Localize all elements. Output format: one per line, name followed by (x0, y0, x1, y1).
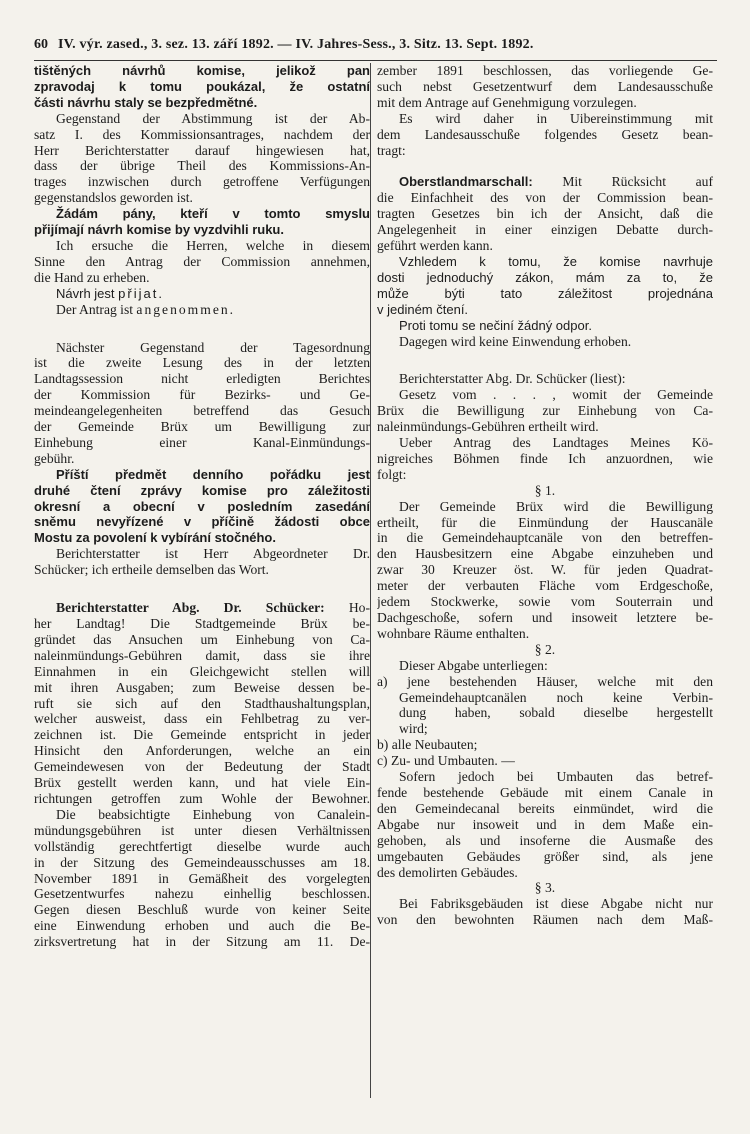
text-line: in die Gemeindehauptcanäle von den betreffen- (377, 530, 713, 546)
speaker-name: Oberstlandmarschall: (399, 174, 533, 190)
text-line: Abgabe nur insoweit und in dem Maße ein- (377, 816, 713, 832)
section-heading: § 1. (534, 482, 556, 498)
spacer (34, 318, 370, 340)
text-line: mit dem Antrage auf Genehmigung vorzulegen. (377, 94, 637, 110)
text-line: Proti tomu se nečiní žádný odpor. (399, 317, 592, 333)
text-line: gründet das Ansuchen um Einhebung von Ca- (34, 631, 370, 647)
text-line (34, 302, 370, 318)
text-line: Die beabsichtigte Einhebung von Canalein- (56, 806, 370, 822)
text-line: tragten Gesetzes bin ich der Ansicht, daß die (377, 206, 713, 222)
text-line: Dagegen wird keine Einwendung erhoben. (399, 333, 632, 349)
text-line: Brüx gestellt werden kann, und hat viele Ein- (34, 775, 370, 791)
text-line: Berichterstatter Abg. Dr. Schücker (liest): (399, 371, 626, 387)
text-line: zwar 30 Kreuzer öst. W. für jeden Quadrat- (377, 562, 713, 578)
text-line: ist die zweite Lesung des in der letzten (34, 355, 370, 371)
text-line: der Gemeinde Brüx um Bewilligung zur (34, 419, 370, 435)
text-line: zirksvertretung hat in der Sitzung am 11. De- (34, 934, 370, 950)
text-line: fende bestehende Gebäude mit einem Canale in (377, 784, 713, 800)
section-heading: § 3. (534, 880, 556, 896)
text-line: jedem Stockwerke, sowie vom Souterrain und (377, 594, 713, 610)
text-line: von den bewohnten Räumen nach dem Maß- (377, 912, 713, 928)
text-line: gegenstandslos geworden ist. (34, 190, 193, 206)
text-line: tištěných návrhů komise, jelikož pan (34, 63, 370, 78)
list-item-continued: wird; (399, 721, 428, 737)
text-line: druhé čtení zprávy komise pro záležitosti (34, 482, 370, 498)
text-line: meter der verbauten Fläche vom Erdgeschoße, (377, 578, 713, 594)
text-line: die Einfachheit des von der Commission bean- (377, 190, 713, 206)
text-line: Žádám pány, kteří v tomto smyslu (56, 206, 370, 222)
text-line: Einnahmen in ein Gleichgewicht stellen will (34, 663, 370, 679)
text-line: ruft sie sich auf den Stadthaushaltungsplan, (34, 695, 370, 711)
text-line: gehoben, als und insoferne die Ausmaße des (377, 832, 713, 848)
list-item-continued: Gemeindehauptcanälen noch keine Verbin- (399, 689, 713, 705)
text-span: Návrh jest (56, 285, 115, 301)
text-line: Herr Berichterstatter darauf hingewiesen hat, (34, 142, 370, 158)
text-line: může býti tato záležitost projednána (377, 285, 713, 301)
text-line: des demolirten Gebäudes. (377, 864, 518, 880)
text-line: mit ihren Ausgaben; zum Beweise dessen be- (34, 679, 370, 695)
text-line: naleinmündungs-Gebühren ertheilt wird. (377, 419, 599, 435)
text-line: Gegenstand der Abstimmung ist der Ab- (56, 110, 370, 126)
text-line: den Hausbesitzern eine Abgabe einzuheben und (377, 546, 713, 562)
text-line (34, 286, 370, 302)
text-line: vollständig gerechtfertigt dieselbe wurde auch (34, 838, 370, 854)
text-line: die Hand zu erheben. (34, 269, 150, 285)
text-line: sněmu nevyřízené v příčině žádosti obce (34, 514, 370, 530)
list-item: b) alle Neubauten; (377, 737, 478, 753)
text-line: Brüx die Bewilligung zur Einhebung von Ca- (377, 403, 713, 419)
text-line: Gesetz vom . . . , womit der Gemeinde (399, 387, 713, 403)
emphasis-word: přijat. (118, 285, 164, 301)
text-line: zpravodaj k tomu poukázal, že ostatní (34, 78, 370, 94)
text-line: nigreiches Böhmen finde Ich anzuordnen, wie (377, 450, 713, 466)
column-divider (370, 63, 371, 1098)
text-line: den Gemeindecanal bereits einmündet, wird die (377, 800, 713, 816)
header-rule (34, 60, 717, 61)
left-column (34, 63, 370, 950)
text-line: Dieser Abgabe unterliegen: (399, 657, 548, 673)
header-title: IV. výr. zased., 3. sez. 13. září 1892. — IV. Jahres-Sess., 3. Sitz. 13. Sept. 1892. (58, 37, 534, 52)
text-line: Der Gemeinde Brüx wird die Bewilligung (399, 498, 713, 514)
text-line: in der Sitzung des Gemeindeausschusses am 18. (34, 854, 370, 870)
text-line: zeichnen ist. Die Gemeinde entspricht in jeder (34, 727, 370, 743)
section-heading: § 2. (534, 641, 556, 657)
text-line: wohnbare Räume enthalten. (377, 625, 530, 641)
text-line: Sofern jedoch bei Umbauten das betref- (399, 769, 713, 785)
text-line: přijímají návrh komise by vyzdvihli ruku. (34, 222, 284, 238)
text-line: her Landtag! Die Stadtgemeinde Brüx be- (34, 616, 370, 631)
text-span: Mit Rücksicht auf (562, 174, 713, 190)
speaker-name: Berichterstatter Abg. Dr. Schücker: (56, 600, 325, 616)
text-line: meindeangelegenheiten betreffend das Gesuch (34, 403, 370, 419)
text-line: geführt werden kann. (377, 238, 493, 254)
text-line: such nebst Gesetzentwurf dem Landesausschuße (377, 78, 713, 94)
text-line: Mostu za povolení k vybírání stočného. (34, 530, 276, 546)
text-line: November 1891 in Gemäßheit des vorgelegten (34, 870, 370, 886)
text-line: zember 1891 beschlossen, das vorliegende Ge- (377, 63, 713, 78)
text-line (377, 174, 713, 190)
spacer (377, 349, 713, 371)
text-line: Nächster Gegenstand der Tagesordnung (56, 339, 370, 355)
text-line: okresní a obecní v posledním zasedání (34, 498, 370, 514)
text-span: Ho- (348, 600, 370, 616)
text-line: dosti jednoduchý zákon, mám za to, že (377, 269, 713, 285)
text-line: Angelegenheit in einer einzigen Debatte durch- (377, 222, 713, 238)
text-line: Berichterstatter ist Herr Abgeordneter Dr. (56, 546, 370, 562)
text-line: Hinsicht den Anforderungen, welche an ein (34, 743, 370, 759)
text-line: Dachgeschoße, sofern und insoweit letztere be- (377, 610, 713, 625)
text-line: folgt: (377, 466, 407, 482)
text-line: Schücker; ich ertheile demselben das Wort. (34, 562, 269, 578)
text-line: welcher ausweist, dass ein Fehlbetrag zu ver- (34, 711, 370, 727)
text-line: eine Einwendung erhoben und auch die Be- (34, 918, 370, 934)
text-line: Sinne den Antrag der Commission annehmen, (34, 253, 370, 269)
text-line: gebühr. (34, 450, 75, 466)
text-line: Ich ersuche die Herren, welche in diesem (56, 237, 370, 253)
right-column (377, 63, 713, 928)
text-line: mündungsgebühren ist unter diesen Verhältnissen (34, 822, 370, 838)
text-line: satz I. des Kommissionsantrages, nachdem der (34, 126, 370, 142)
spacer (34, 578, 370, 600)
page-number: 60 (34, 37, 48, 52)
list-item: c) Zu- und Umbauten. — (377, 753, 515, 769)
text-line: trages inzwischen durch getroffene Verfügungen (34, 174, 370, 190)
spacer (377, 158, 713, 174)
text-line: Es wird daher in Uibereinstimmung mit (399, 110, 713, 126)
text-line: dass der übrige Theil des Kommissions-An- (34, 158, 370, 174)
text-line: Gesetzentwurfes nahezu einhellig beschlossen. (34, 886, 370, 902)
list-item: a) jene bestehenden Häuser, welche mit den (377, 673, 713, 689)
text-line: Bei Fabriksgebäuden ist diese Abgabe nicht nur (399, 896, 713, 912)
text-line: části návrhu staly se bezpředmětné. (34, 94, 258, 110)
text-line: tragt: (377, 142, 406, 158)
list-item-continued: dung haben, sobald dieselbe hergestellt (399, 705, 713, 721)
text-span: Der Antrag ist (56, 301, 134, 317)
text-line: der Kommission für Bezirks- und Ge- (34, 387, 370, 403)
text-line: Ueber Antrag des Landtages Meines Kö- (399, 435, 713, 451)
emphasis-word: angenommen. (136, 301, 236, 317)
text-line: Einhebung einer Kanal-Einmündungs- (34, 434, 370, 450)
text-line: Gemeindewesen von der Bedeutung der Stadt (34, 759, 370, 775)
text-line: naleinmündungs-Gebühren damit, dass sie ihre (34, 647, 370, 663)
text-line: Vzhledem k tomu, že komise navrhuje (399, 253, 713, 269)
text-line: Příští předmět denního pořádku jest (56, 466, 370, 482)
text-line: ertheilt, für die Einmündung der Hauscanäle (377, 514, 713, 530)
text-line: richtungen getroffen zum Wohle der Bewohner. (34, 790, 370, 806)
text-line: umgebauten Gebäudes größer sind, als jene (377, 848, 713, 864)
text-line (34, 600, 370, 616)
running-header (34, 37, 714, 53)
text-line: Landtagssession nicht erledigten Berichtes (34, 371, 370, 387)
text-line: v jediném čtení. (377, 301, 469, 317)
text-line: Gegen diesen Beschluß wurde von keiner Seite (34, 902, 370, 918)
text-line: dem Landesausschuße folgendes Gesetz bean- (377, 126, 713, 142)
